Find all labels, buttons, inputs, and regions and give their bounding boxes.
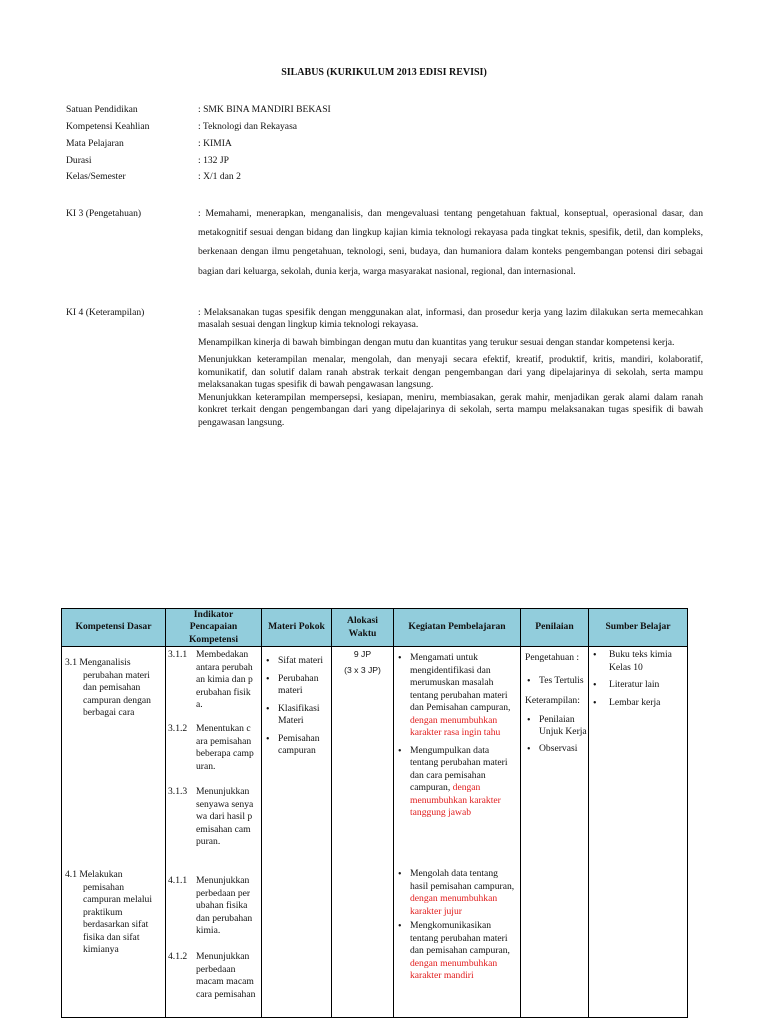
list-item: • Literatur lain	[591, 679, 683, 691]
materi-list	[264, 655, 328, 757]
page-title: SILABUS (KURIKULUM 2013 EDISI REVISI)	[281, 67, 487, 78]
list-item: • Sifat materi	[264, 655, 328, 667]
info-label: Durasi	[66, 155, 92, 166]
ki4-label: KI 4 (Keterampilan)	[66, 307, 145, 318]
info-label: Kompetensi Keahlian	[66, 121, 150, 132]
penilaian-keterampilan-label: Keterampilan:	[525, 695, 580, 707]
info-value: : KIMIA	[198, 138, 232, 149]
info-label: Mata Pelajaran	[66, 138, 124, 149]
list-item: • Observasi	[525, 743, 587, 755]
info-label: Kelas/Semester	[66, 171, 126, 182]
header-materi-pokok: Materi Pokok	[262, 609, 332, 647]
info-value: : SMK BINA MANDIRI BEKASI	[198, 104, 331, 115]
indikator-num: 4.1.1	[168, 875, 188, 887]
indikator-3-1-2	[168, 723, 260, 773]
penilaian-block	[525, 652, 587, 755]
indikator-4-1-1	[168, 875, 260, 937]
cell-alokasi-waktu	[332, 647, 394, 1018]
info-value: : 132 JP	[198, 155, 229, 166]
list-item	[396, 920, 518, 982]
silabus-table	[61, 608, 688, 1018]
ki4-paragraph: Menampilkan kinerja di bawah bimbingan dengan mutu dan kuantitas yang terukur sesuai dengan standar kompetensi kerja.	[198, 336, 675, 348]
kegiatan-text: Mengamati untuk mengidentifikasi dan merumuskan masalah tentang perubahan materi dan Pemisahan campuran,	[410, 652, 511, 714]
indikator-text: Menentukan cara pemisahan beberapa campuran.	[196, 723, 254, 772]
indikator-3-1-1	[168, 649, 260, 711]
indikator-text: Menunjukkan perbedaan macam macam cara pemisahan	[196, 951, 256, 1000]
cell-indikator	[166, 647, 262, 1018]
alokasi-jp: 9 JP	[353, 649, 372, 660]
indikator-text: Menunjukkan perbedaan perubahan fisika dan perubahan kimia.	[196, 875, 253, 937]
kd-4-1	[65, 869, 163, 956]
list-item: • Pemisahan campuran	[264, 733, 328, 758]
list-item	[396, 652, 518, 739]
kegiatan-karakter: dengan menumbuhkan karakter mandiri	[410, 957, 498, 982]
kegiatan-text: Mengkomunikasikan tentang perubahan materi dan pemisahan campuran,	[410, 920, 510, 957]
kd-text: 4.1 Melakukan pemisahan campuran melalui praktikum berdasarkan sifat fisika dan sifat kimianya	[65, 869, 152, 956]
kegiatan-text: Mengolah data tentang hasil pemisahan campuran,	[410, 868, 515, 892]
cell-sumber-belajar	[589, 647, 688, 1018]
list-item: • Penilaian Unjuk Kerja	[525, 714, 587, 739]
header-sumber-belajar: Sumber Belajar	[589, 609, 688, 647]
header-penilaian: Penilaian	[521, 609, 589, 647]
ki3-label: KI 3 (Pengetahuan)	[66, 208, 142, 219]
indikator-num: 3.1.2	[168, 723, 188, 735]
cell-kompetensi-dasar	[62, 647, 166, 1018]
list-item: • Tes Tertulis	[525, 675, 587, 687]
info-value: : X/1 dan 2	[198, 171, 241, 182]
ki4-paragraph: : Melaksanakan tugas spesifik dengan menggunakan alat, informasi, dan prosedur kerja yang lazim dilakukan serta memecahkan masalah sesuai dengan lingkup kimia teknologi rekayasa.	[198, 307, 703, 331]
indikator-3-1-3	[168, 786, 260, 848]
indikator-num: 3.1.1	[168, 649, 188, 661]
header-kegiatan: Kegiatan Pembelajaran	[394, 609, 521, 647]
table-header-row	[62, 609, 688, 647]
kegiatan-list-1	[396, 652, 518, 819]
header-indikator: Indikator Pencapaian Kompetensi	[166, 609, 262, 647]
header-alokasi-waktu: Alokasi Waktu	[332, 609, 394, 647]
ki3-text: : Memahami, menerapkan, menganalisis, dan mengevaluasi tentang pengetahuan faktual, konseptual, operasional dasar, dan metakognitif sesuai dengan bidang dan lingkup kajian kimia teknologi rekayasa pada tingkat teknis, spesifik, detil, dan kompleks, berkenaan dengan ilmu pengetahuan, teknologi, seni, budaya, dan humaniora dalam konteks pengembangan potensi diri sebagai bagian dari keluarga, sekolah, dunia kerja, warga masyarakat nasional, regional, dan internasional.	[198, 208, 703, 277]
indikator-num: 4.1.2	[168, 951, 188, 963]
kegiatan-text: Mengumpulkan data tentang perubahan materi dan cara pemisahan campuran,	[410, 744, 508, 794]
kegiatan-list-2	[396, 868, 518, 982]
list-item	[396, 745, 518, 820]
kegiatan-karakter: dengan menumbuhkan karakter jujur	[410, 893, 498, 917]
kd-text: 3.1 Menganalisis perubahan materi dan pemisahan campuran dengan berbagai cara	[65, 657, 151, 719]
kegiatan-karakter: dengan menumbuhkan karakter rasa ingin tahu	[410, 714, 501, 739]
kegiatan-karakter: dengan menumbuhkan karakter tanggung jawab	[410, 782, 501, 819]
sumber-list	[591, 649, 683, 709]
indikator-num: 3.1.3	[168, 786, 188, 798]
ki4-paragraph: Menunjukkan keterampilan menalar, mengolah, dan menyaji secara efektif, kreatif, produktif, kritis, mandiri, kolaboratif, komunikatif, dan solutif dalam ranah abstrak terkait dengan pengembangan dari yang dipelajarinya di sekolah, serta mampu melaksanakan tugas spesifik di bawah pengawasan langsung.	[198, 354, 703, 391]
cell-penilaian	[521, 647, 589, 1018]
indikator-text: Menunjukkan senyawa senyawa dari hasil pemisahan campuran.	[196, 786, 254, 848]
list-item: • Lembar kerja	[591, 697, 683, 709]
info-value: : Teknologi dan Rekayasa	[198, 121, 298, 132]
indikator-4-1-2	[168, 951, 260, 1001]
table-row	[62, 647, 688, 1018]
list-item: • Perubahan materi	[264, 673, 328, 698]
cell-kegiatan	[394, 647, 521, 1018]
list-item: • Klasifikasi Materi	[264, 703, 328, 728]
indikator-text: Membedakan antara perubahan kimia dan perubahan fisika.	[196, 649, 253, 711]
list-item	[396, 868, 518, 918]
ki4-paragraph: Menunjukkan keterampilan mempersepsi, kesiapan, meniru, membiasakan, gerak mahir, menjadikan gerak alami dalam ranah konkret terkait dengan pengembangan dari yang dipelajarinya di sekolah, serta mampu melaksanakan tugas spesifik di bawah pengawasan langsung.	[198, 391, 703, 428]
list-item: • Buku teks kimia Kelas 10	[591, 649, 683, 674]
kd-3-1	[65, 657, 163, 719]
info-label: Satuan Pendidikan	[66, 104, 138, 115]
penilaian-pengetahuan-list	[525, 675, 587, 687]
cell-materi-pokok	[262, 647, 332, 1018]
header-kompetensi-dasar: Kompetensi Dasar	[62, 609, 166, 647]
ki4-text	[198, 307, 703, 429]
penilaian-keterampilan-list	[525, 714, 587, 755]
penilaian-pengetahuan-label: Pengetahuan :	[525, 652, 580, 664]
alokasi-detail: (3 x 3 JP)	[344, 664, 381, 675]
